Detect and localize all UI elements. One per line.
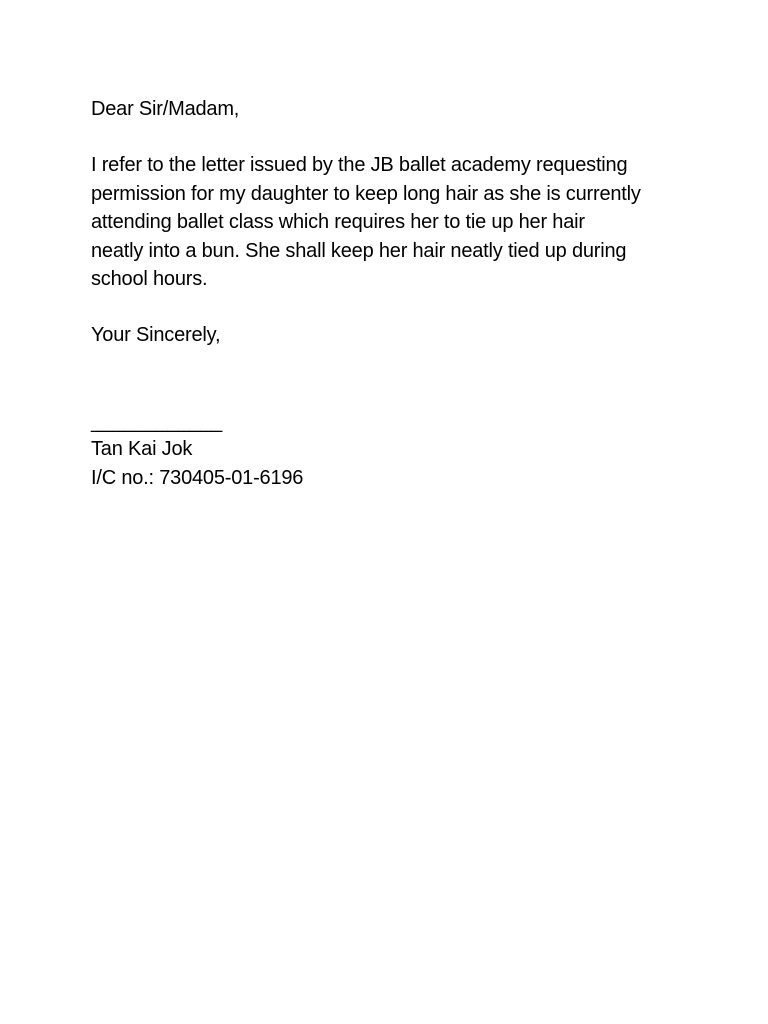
letter-body — [91, 151, 691, 294]
signature-line: ____________ — [91, 411, 223, 433]
body-line: attending ballet class which requires her to tie up her hair — [91, 211, 585, 233]
body-line: I refer to the letter issued by the JB ballet academy requesting — [91, 154, 628, 176]
signer-id: I/C no.: 730405-01-6196 — [91, 467, 304, 489]
signer-name: Tan Kai Jok — [91, 438, 193, 460]
body-line: school hours. — [91, 268, 208, 290]
body-line: neatly into a bun. She shall keep her hair neatly tied up during — [91, 239, 627, 262]
closing: Your Sincerely, — [91, 324, 221, 346]
salutation: Dear Sir/Madam, — [91, 98, 240, 120]
body-line: permission for my daughter to keep long hair as she is currently — [91, 182, 641, 205]
